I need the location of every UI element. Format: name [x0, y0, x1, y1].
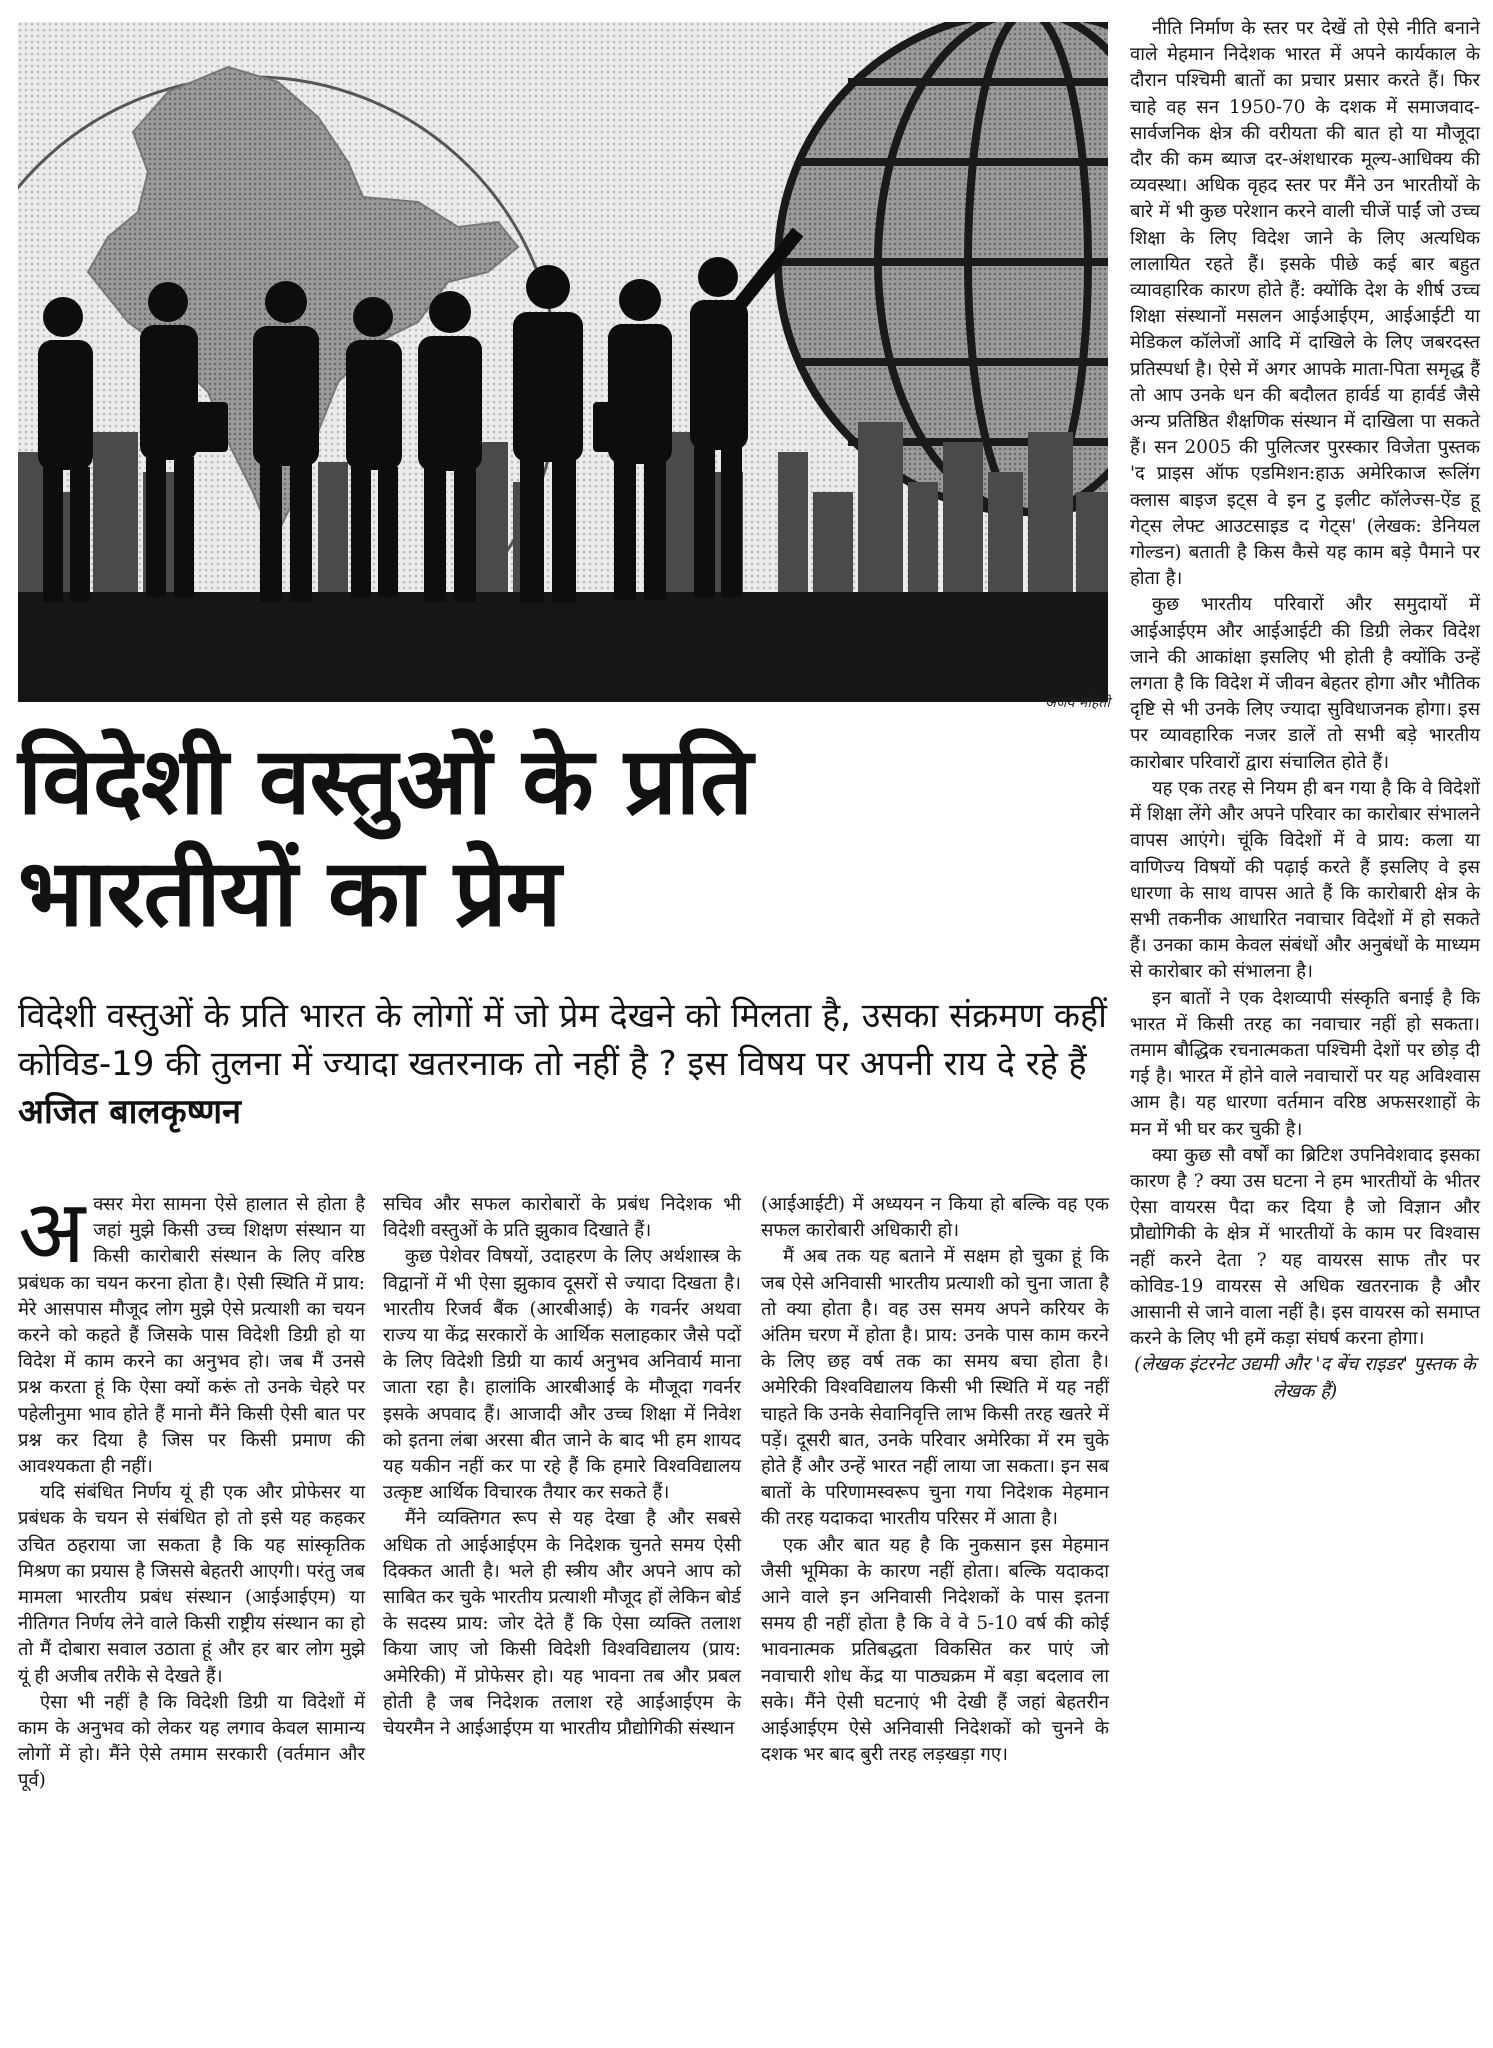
paragraph: मैंने व्यक्तिगत रूप से यह देखा है और सबसे अधिक तो आईआईएम के निदेशक चुनते समय ऐसी दिक्कत आती है। भले ही स्त्रीय और अपने आप को साबित कर चुके भारतीय प्रत्याशी मौजूद हों लेकिन बोर्ड के सदस्य प्राय: जोर देते हैं कि ऐसा व्यक्ति तलाश किया जाए जो किसी विदेशी विश्वविद्यालय (प्राय: अमेरिकी) में प्रोफेसर हो। यह भावना तब और प्रबल होती है जब निदेशक तलाश रहे आईआईएम के चेयरमैन ने आईआईएम या भारतीय प्रौद्योगिकी संस्थान: [383, 1508, 741, 1740]
paragraph: नीति निर्माण के स्तर पर देखें तो ऐसे नीति बनाने वाले मेहमान निदेशक भारत में अपने कार्यकाल के दौरान पश्चिमी बातों का प्रचार प्रसार करते हैं। फिर चाहे वह सन 1950-70 के दशक में समाजवाद-सार्वजनिक क्षेत्र की वरीयता की बात हो या मौजूदा दौर की कम ब्याज दर-अंशधारक मूल्य-आधिक्य की व्यवस्था। अधिक वृहद स्तर पर मैंने उन भारतीयों के बारे में भी कुछ परेशान करने वाली चीजें पाईं जो उच्च शिक्षा के लिए विदेश जाने के लिए अत्यधिक लालायित रहते हैं। इसके पीछे कई बार बहुत व्यावहारिक कारण होते हैं: क्योंकि देश के शीर्ष उच्च शिक्षा संस्थानों मसलन आईआईएम, आईआईटी या मेडिकल कॉलेजों आदि में दाखिले के लिए जबरदस्त प्रतिस्पर्धा है। ऐसे में अगर आपके माता-पिता समृद्ध हैं तो आप उनके धन की बदौलत हार्वर्ड या हार्वर्ड जैसे अन्य प्रतिष्ठित शैक्षणिक संस्थान में दाखिला पा सकते हैं। सन 2005 की पुलित्जर पुरस्कार विजेता पुस्तक 'द प्राइस ऑफ एडमिशन:हाऊ अमेरिकाज रूलिंग क्लास बाइज इट्स वे इन टु इलीट कॉलेज्स-ऐंड हू गेट्स लेफ्ट आउटसाइड द गेट्स' (लेखक: डेनियल गोल्डन) बताती है किस कैसे यह काम बड़े पैमाने पर होता है।: [1130, 18, 1480, 590]
paragraph: एक और बात यह है कि नुकसान इस मेहमान जैसी भूमिका के कारण नहीं होता। बल्कि यदाकदा आने वाले इन अनिवासी निदेशकों के पास इतना समय ही नहीं होता है कि वे वे 5-10 वर्ष की कोई भावनात्मक प्रतिबद्धता विकसित कर पाएं जो नवाचारी शोध केंद्र या पाठ्यक्रम में बड़ा बदलाव ला सके। मैंने ऐसी घटनाएं भी देखी हैं जहां बेहतरीन आईआईएम ऐसे अनिवासी निदेशकों को चुनने के दशक भर बाद बुरी तरह लड़खड़ा गए।: [761, 1534, 1109, 1766]
illustration-graphic: [18, 22, 1108, 702]
ground-strip: [18, 592, 1108, 702]
paragraph: कुछ पेशेवर विषयों, उदाहरण के लिए अर्थशास्त्र के विद्वानों में भी ऐसा झुकाव दूसरों से ज्यादा दिखता है। भारतीय रिजर्व बैंक (आरबीआई) के गवर्नर अथवा राज्य या केंद्र सरकारों के आर्थिक सलाहकार जैसे पदों के लिए विदेशी डिग्री या कार्य अनुभव अनिवार्य माना जाता रहा है। हालांकि आरबीआई के मौजूदा गवर्नर इसके अपवाद हैं। आजादी और उच्च शिक्षा में निवेश को इतना लंबा अरसा बीत जाने के बाद भी हम शायद यह यकीन नहीं कर पा रहे हैं कि हमारे विश्वविद्यालय उत्कृष्ट आर्थिक विचारक तैयार कर सकते हैं।: [383, 1246, 741, 1504]
article-column-4: [1130, 16, 1480, 1405]
standfirst-text: विदेशी वस्तुओं के प्रति भारत के लोगों में जो प्रेम देखने को मिलता है, उसका संक्रमण कहीं कोविड-19 की तुलना में ज्यादा खतरनाक तो नहीं है ? इस विषय पर अपनी राय दे रहे हैं: [18, 996, 1107, 1084]
paragraph: यदि संबंधित निर्णय यूं ही एक और प्रोफेसर या प्रबंधक के चयन से संबंधित हो तो इसे यह कहकर उचित ठहराया जा सकता है कि यह सांस्कृतिक मिश्रण का प्रयास है जिससे बेहतरी आएगी। परंतु जब मामला भारतीय प्रबंध संस्थान (आईआईएम) या नीतिगत निर्णय लेने वाले किसी राष्ट्रीय संस्थान का हो तो मैं दोबारा सवाल उठाता हूं और हर बार लोग मुझे यूं ही अजीब तरीके से देखते हैं।: [18, 1482, 365, 1687]
standfirst: [18, 992, 1108, 1136]
paragraph: (आईआईटी) में अध्ययन न किया हो बल्कि वह एक सफल कारोबारी अधिकारी हो।: [761, 1194, 1109, 1242]
article-illustration: [18, 22, 1108, 702]
paragraph: क्या कुछ सौ वर्षों का ब्रिटिश उपनिवेशवाद इसका कारण है ? क्या उस घटना ने हम भारतीयों के भीतर ऐसा वायरस पैदा कर दिया है जो विज्ञान और प्रौद्योगिकी के क्षेत्र में भारतीयों के काम पर विश्वास नहीं करने देता ? यह वायरस साफ तौर पर कोविड-19 वायरस से अधिक खतरनाक है और आसानी से जाने वाला नहीं है। इस वायरस को समाप्त करने के लिए भी हमें कड़ा संघर्ष करना होगा।: [1130, 1144, 1480, 1350]
paragraph: यह एक तरह से नियम ही बन गया है कि वे विदेशों में शिक्षा लेंगे और अपने परिवार का कारोबार संभालने वापस आएंगे। चूंकि विदेशों में वे प्राय: कला या वाणिज्य विषयों की पढ़ाई करते हैं इसलिए वे इस धारणा के साथ वापस आते हैं कि कारोबारी क्षेत्र के सभी तकनीक आधारित नवाचार विदेशों में हो सकते हैं। उनका काम केवल संबंधों और अनुबंधों के माध्यम से कारोबार को संभालना है।: [1130, 777, 1480, 983]
photo-credit: अजय मोहंती: [1045, 695, 1110, 711]
paragraph: मैं अब तक यह बताने में सक्षम हो चुका हूं कि जब ऐसे अनिवासी भारतीय प्रत्याशी को चुना जाता है तो क्या होता है। वह उस समय अपने करियर के अंतिम चरण में होता है। प्राय: उनके पास काम करने के लिए छह वर्ष तक का समय बचा होता है। अमेरिकी विश्वविद्यालय किसी भी स्थिति में यह नहीं चाहते कि उनके सेवानिवृत्ति लाभ किसी तरह खतरे में पड़ें। दूसरी बात, उनके परिवार अमेरिका में रम चुके होते हैं और उन्हें भारत नहीं लाया जा सकता। इन सब बातों के परिणामस्वरूप चुना गया निदेशक मेहमान की तरह यदाकदा भारतीय परिसर में आता है।: [761, 1246, 1109, 1530]
author-note: (लेखक इंटरनेट उद्यमी और 'द बेंच राइडर' पुस्तक के लेखक हैं): [1134, 1354, 1476, 1402]
headline-line-1: विदेशी वस्तुओं के प्रति: [18, 727, 753, 835]
article-column-2: [383, 1192, 741, 1742]
headline-line-2: भारतीयों का प्रेम: [18, 839, 561, 947]
paragraph: अक्सर मेरा सामना ऐसे हालात से होता है जहां मुझे किसी उच्च शिक्षण संस्थान या किसी कारोबारी संस्थान के लिए वरिष्ठ प्रबंधक का चयन करना होता है। ऐसी स्थिति में प्राय: मेरे आसपास मौजूद लोग मुझे ऐसे प्रत्याशी का चयन करने को कहते हैं जिसके पास विदेशी डिग्री हो या विदेश में काम करने का अनुभव हो। जब मैं उनसे प्रश्न करता हूं कि ऐसा क्यों करूं तो उनके चेहरे पर पहेलीनुमा भाव होते हैं मानो मैंने किसी ऐसी बात पर प्रश्न कर दिया है जिस पर किसी प्रमाण की आवश्यकता ही नहीं।: [18, 1180, 365, 1478]
paragraph: ऐसा भी नहीं है कि विदेशी डिग्री या विदेशों में काम के अनुभव को लेकर यह लगाव केवल सामान्य लोगों में हो। मैंने ऐसे तमाम सरकारी (वर्तमान और पूर्व): [18, 1691, 365, 1792]
author-name: अजित बालकृष्णन: [18, 1092, 242, 1132]
paragraph: सचिव और सफल कारोबारों के प्रबंध निदेशक भी विदेशी वस्तुओं के प्रति झुकाव दिखाते हैं।: [383, 1194, 741, 1242]
article-column-1: [18, 1180, 365, 1795]
paragraph: कुछ भारतीय परिवारों और समुदायों में आईआईएम और आईआईटी की डिग्री लेकर विदेश जाने की आकांक्षा इसलिए भी होती है क्योंकि उन्हें लगता है कि विदेश में जीवन बेहतर होगा और भौतिक दृष्टि से भी उनके लिए ज्यादा सुविधाजनक होगा। इस पर व्यावहारिक नजर डालें तो सभी बड़े भारतीय कारोबार परिवारों द्वारा संचालित होते हैं।: [1130, 594, 1480, 773]
headline: [18, 725, 1108, 949]
drop-cap: अ: [18, 1180, 86, 1283]
article-column-3: [761, 1192, 1109, 1768]
paragraph: इन बातों ने एक देशव्यापी संस्कृति बनाई है कि भारत में किसी तरह का नवाचार नहीं हो सकता। तमाम बौद्धिक रचनात्मकता पश्चिमी देशों पर छोड़ दी गई है। भारत में होने वाले नवाचारों पर यह अविश्वास आम है। यह धारणा वर्तमान वरिष्ठ अफसरशाहों के मन में भी घर कर चुकी है।: [1130, 987, 1480, 1140]
